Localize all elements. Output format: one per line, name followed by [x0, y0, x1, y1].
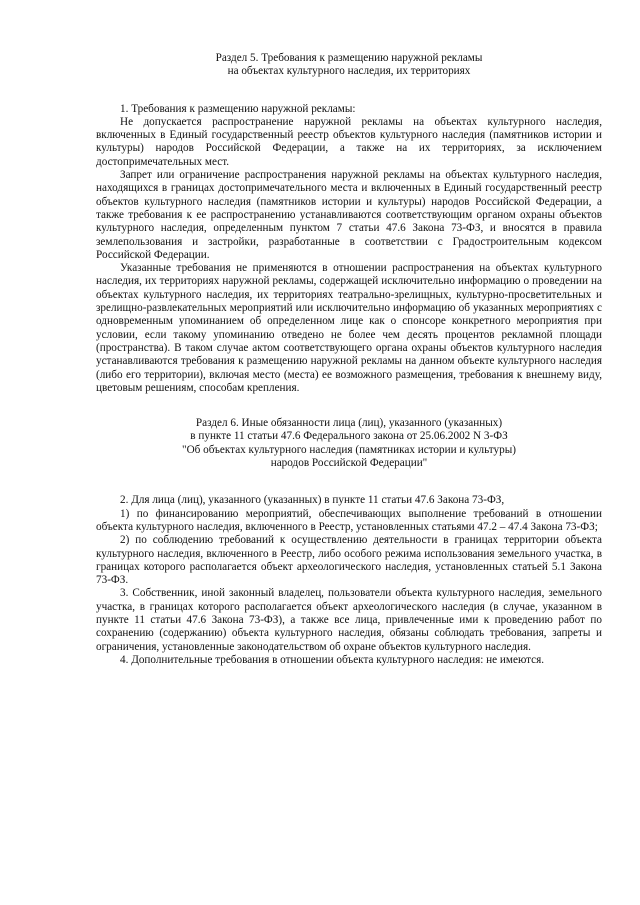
section-5-paragraph-3: Указанные требования не применяются в отношении распространения на объектах культурного наследия, их территориях наружной рекламы, содержащей исключительно информацию о проведении на объектах культурного наследия, их территориях театрально-зрелищных, культурно-просветительных и зрелищно-развлекательных мероприятий или исключительно информацию об указанных мероприятиях с одновременным упоминанием об определенном лице как о спонсоре конкретного мероприятия при условии, если такому упоминанию отведено не более чем десять процентов рекламной площади (пространства). В таком случае актом соответствующего органа охраны объектов культурного наследия устанавливаются требования к размещению наружной рекламы на данном объекте культурного наследия (либо его территории), включая место (места) ее возможного размещения, требования к внешнему виду, цветовым решениям, способам крепления.	[96, 262, 602, 394]
section-6-item-4: 4. Дополнительные требования в отношении объекта культурного наследия: не имеются.	[120, 653, 545, 666]
section-6-subitem-1: 1) по финансированию мероприятий, обеспечивающих выполнение требований в отношении объекта культурного наследия, включенного в Реестр, установленных статьями 47.2 – 47.4 Закона 73-ФЗ;	[96, 507, 602, 533]
document-page	[96, 52, 602, 667]
section-5-paragraph-2: Запрет или ограничение распространения наружной рекламы на объектах культурного наследия, находящихся в границах достопримечательного места и включенных в Единый государственный реестр объектов культурного наследия (памятников истории и культуры) народов Российской Федерации, а также требования к ее распространению устанавливаются соответствующим органом охраны объектов культурного наследия, определенным пунктом 7 статьи 47.6 Закона 73-ФЗ, и вносятся в правила землепользования и застройки, разработанные в соответствии с Градостроительным кодексом Российской Федерации.	[96, 169, 602, 261]
section-6-title-line-2: в пункте 11 статьи 47.6 Федерального закона от 25.06.2002 N 3-ФЗ	[190, 430, 508, 443]
section-5-heading	[96, 52, 602, 79]
section-6-subitem-2: 2) по соблюдению требований к осуществлению деятельности в границах территории объекта культурного наследия, включенного в Реестр, либо особого режима использования земельного участка, в границах которого располагается объект археологического наследия, установленных статьей 5.1 Закона 73-ФЗ.	[96, 534, 602, 587]
section-6-title-line-4: народов Российской Федерации"	[270, 457, 428, 470]
section-6-item-3: 3. Собственник, иной законный владелец, пользователи объекта культурного наследия, земельного участка, в границах которого располагается объект археологического наследия (в случае, указанном в пункте 11 статьи 47.6 Закона 73-ФЗ), а также все лица, привлеченные ими к проведению работ по сохранению (содержанию) объекта культурного наследия, обязаны соблюдать требования, запреты и ограничения, установленные законодательством об охране объектов культурного наследия.	[96, 587, 602, 653]
section-6-title-line-1: Раздел 6. Иные обязанности лица (лиц), указанного (указанных)	[195, 417, 503, 430]
section-6-title-line-3: "Об объектах культурного наследия (памятниках истории и культуры)	[182, 443, 516, 456]
section-6-item-2: 2. Для лица (лиц), указанного (указанных) в пункте 11 статьи 47.6 Закона 73-ФЗ,	[120, 494, 505, 507]
section-6-heading	[96, 417, 602, 470]
section-5-paragraph-1: Не допускается распространение наружной рекламы на объектах культурного наследия, включенных в Единый государственный реестр объектов культурного наследия (памятников истории и культуры) народов Российской Федерации, а также на их территориях, за исключением достопримечательных мест.	[96, 115, 602, 168]
section-5-title-line-1: Раздел 5. Требования к размещению наружной рекламы	[215, 52, 483, 64]
section-5-item-1: 1. Требования к размещению наружной рекламы:	[120, 102, 356, 115]
section-5-title-line-2: на объектах культурного наследия, их территориях	[227, 65, 471, 78]
